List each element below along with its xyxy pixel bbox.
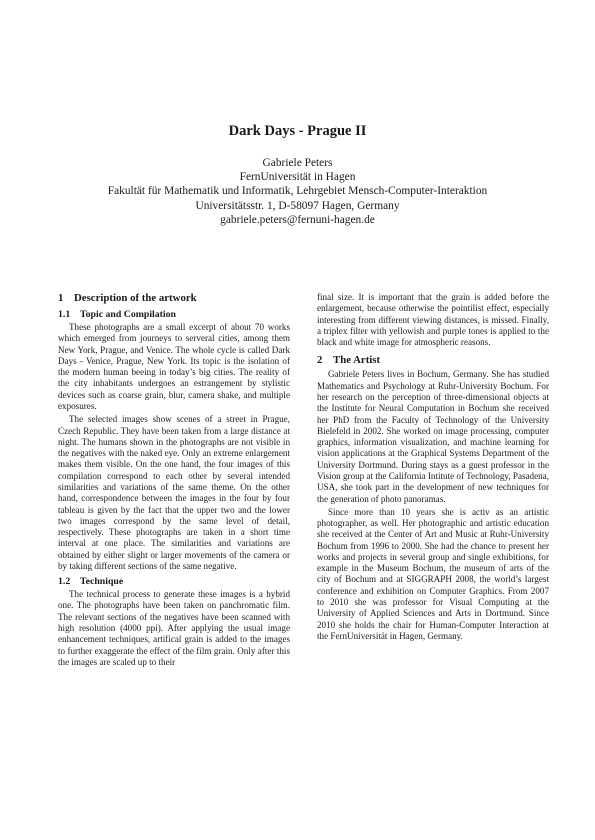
author-affiliation: FernUniversität in Hagen — [239, 171, 356, 184]
section-heading — [317, 354, 549, 367]
body-paragraph-continued: final size. It is important that the grain is added before the enlargement, because otherwise the pointilist effect, especially interesting from different viewing distances, is missed. Finally, a triplex filter with yellowish and purple tones is applied to the black and white image for atmospheric reasons. — [317, 292, 549, 348]
body-paragraph: These photographs are a small excerpt of about 70 works which emerged from journeys to serveral cities, among them New York, Prague, and Venice. The whole cycle is called Dark Days - Venice, Prague, New York. Its topic is the isolation of the modern human beeing in today’s big cities. The reality of the city inhabitants undergoes an estrangement by stylistic devices such as coarse grain, blur, camera shake, and multiple exposures. — [58, 322, 290, 411]
section-title: The Artist — [333, 354, 381, 367]
section-number: 2 — [317, 354, 323, 367]
subsection-heading — [58, 309, 290, 321]
section-heading — [58, 292, 290, 305]
subsection-title: Technique — [80, 576, 124, 588]
section-number: 1 — [58, 292, 64, 304]
subsection-heading — [58, 576, 290, 588]
author-address: Universitätsstr. 1, D-58097 Hagen, Germany — [195, 199, 400, 212]
body-paragraph: Since more than 10 years she is activ as an artistic photographer, as well. Her photographic and artistic education she received at the Center of Art and Music at Ruhr-University Bochum from 1996 to 2000. She had the chance to present her works and projects in several group and single exhibitions, for example in the Museum Bochum, the museum of arts of the city of Bochum and at SIGGRAPH 2008, the world’s largest conference and exhibition on Computer Graphics. From 2007 to 2010 she was professor for Visual Computing at the University of Applied Sciences and Arts in Dortmund. Since 2010 she holds the chair for Human-Computer Interaction at the FernUniversität in Hagen, Germany. — [317, 506, 549, 641]
body-paragraph: Gabriele Peters lives in Bochum, Germany. She has studied Mathematics and Psychology at Ruhr-University Bochum. For her research on the perception of three-dimensional objects at the Institute for Neural Computation in Bochum she received her PhD from the Faculty of Technology of the University Bielefeld in 2002. She worked on image processing, computer graphics, information visualization, and machine learning for vision applications at the Graphical Systems Department of the University Dortmund. During stays as a guest professor in the Vision group at the California Intitute of Technology, Pasadena, USA, she took part in the development of new techniques for the generation of photo panoramas. — [317, 369, 549, 504]
paper-title: Dark Days - Prague II — [228, 123, 367, 139]
body-paragraph: The selected images show scenes of a street in Prague, Czech Republic. They have been taken from a large distance at night. The humans shown in the photographs are not visible in the negatives with the naked eye. Only an extreme enlargement makes them visible. On the one hand, the four images of this compilation correspond to each other by several intended similarities and variations of the same theme. On the other hand, correspondence between the images in the four by four tableau is given by the fact that the upper two and the lower two images correspond by the same level of detail, respectively. These photographs are taken in a short time interval at one place. The similarities and variations are obtained by either slight or larger movements of the camera or by taking different sections of the same negative. — [58, 414, 290, 571]
section-title: Description of the artwork — [74, 292, 197, 304]
right-column — [317, 292, 549, 644]
body-paragraph: The technical process to generate these images is a hybrid one. The photographs have been taken on panchromatic film. The relevant sections of the negatives have been scanned with high resolution (4000 ppi). After applying the usual image enhancement techniques, artifical grain is added to the images to further exaggerate the effect of the film grain. Only after this the images are scaled up to their — [58, 589, 290, 667]
subsection-number: 1.2 — [58, 576, 71, 588]
author-email: gabriele.peters@fernuni-hagen.de — [220, 213, 375, 226]
author-department: Fakultät für Mathematik und Informatik, Lehrgebiet Mensch-Computer-Interaktion — [107, 185, 488, 198]
author-name: Gabriele Peters — [262, 157, 333, 169]
paper-header — [0, 122, 595, 227]
subsection-number: 1.1 — [58, 309, 71, 320]
left-column — [58, 292, 290, 670]
subsection-title: Topic and Compilation — [80, 309, 177, 320]
